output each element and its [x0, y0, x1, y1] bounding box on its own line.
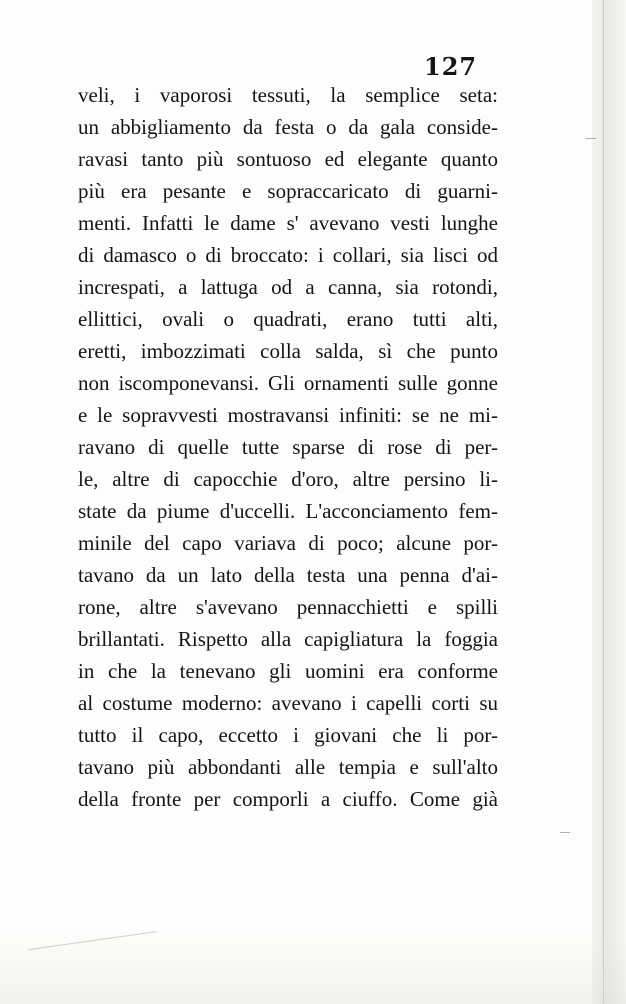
text-line: tavano più abbondanti alle tempia e sull'alto [78, 755, 498, 779]
text-line: ellittici, ovali o quadrati, erano tutti alti, [78, 307, 498, 331]
text-line: e le sopravvesti mostravansi infiniti: se ne mi- [78, 403, 498, 427]
text-line: un abbigliamento da festa o da gala conside- [78, 115, 498, 139]
text-line: in che la tenevano gli uomini era conforme [78, 659, 498, 683]
text-line: rone, altre s'avevano pennacchietti e spilli [78, 595, 498, 619]
text-line: state da piume d'uccelli. L'acconciamento fem- [78, 499, 498, 523]
text-line: tavano da un lato della testa una penna d'ai- [78, 563, 498, 587]
edge-mark [586, 138, 596, 139]
text-line: non iscomponevansi. Gli ornamenti sulle gonne [78, 371, 498, 395]
text-line: più era pesante e sopraccaricato di guarni- [78, 179, 498, 203]
text-line: della fronte per comporli a ciuffo. Come già [78, 787, 498, 811]
text-line: di damasco o di broccato: i collari, sia lisci od [78, 243, 498, 267]
text-line: increspati, a lattuga od a canna, sia rotondi, [78, 275, 498, 299]
text-line: menti. Infatti le dame s' avevano vesti lunghe [78, 211, 498, 235]
text-line: eretti, imbozzimati colla salda, sì che punto [78, 339, 498, 363]
text-line: le, altre di capocchie d'oro, altre persino li- [78, 467, 498, 491]
edge-mark [560, 832, 570, 833]
text-line: brillantati. Rispetto alla capigliatura la foggia [78, 627, 498, 651]
text-line: al costume moderno: avevano i capelli corti su [78, 691, 498, 715]
page-number: 127 [424, 52, 478, 81]
text-line: veli, i vaporosi tessuti, la semplice seta: [78, 83, 498, 107]
text-line: tutto il capo, eccetto i giovani che li por- [78, 723, 498, 747]
text-line: minile del capo variava di poco; alcune por- [78, 531, 498, 555]
page-right-edge [592, 0, 626, 1004]
text-line: ravano di quelle tutte sparse di rose di per- [78, 435, 498, 459]
page-fold-line [603, 0, 604, 1004]
text-line: ravasi tanto più sontuoso ed elegante quanto [78, 147, 498, 171]
body-text [78, 79, 498, 815]
